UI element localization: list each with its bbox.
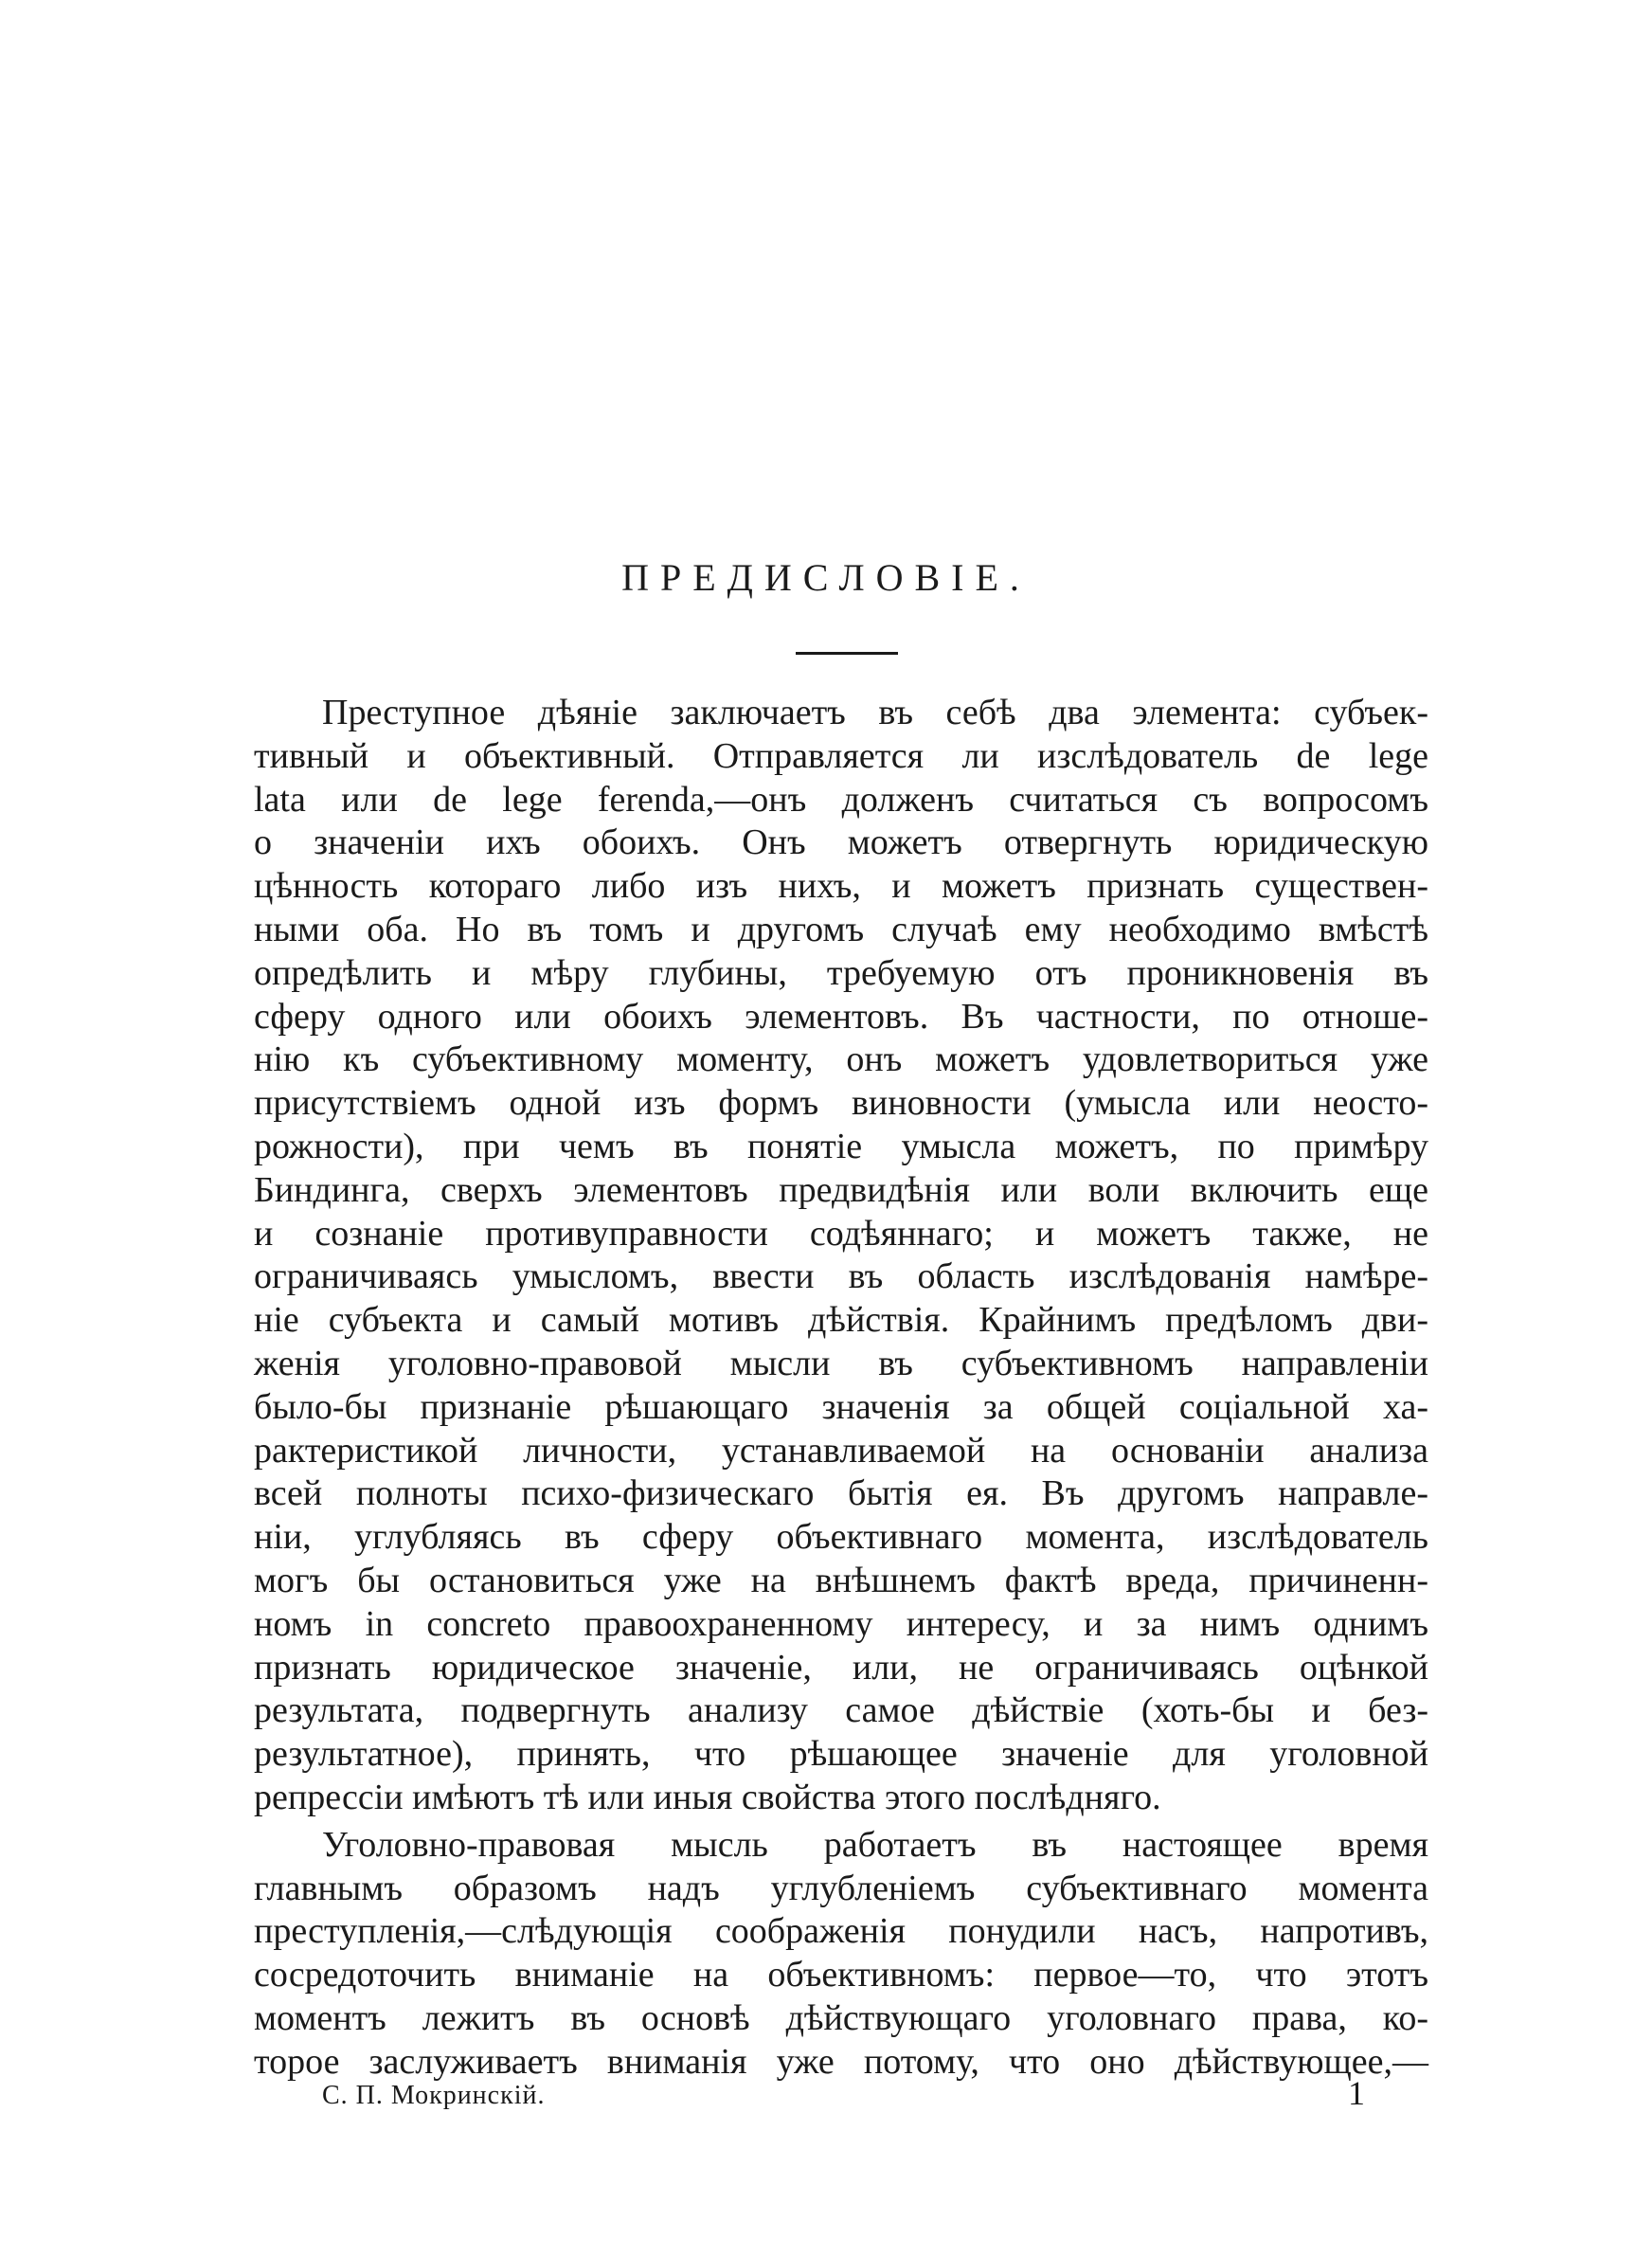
text-line: о значеніи ихъ обоихъ. Онъ можетъ отвергнуть юридическую xyxy=(254,822,1428,863)
text-line: результатное), принять, что рѣшающее значеніе для уголовной xyxy=(254,1734,1428,1775)
text-line: Преступное дѣяніе заключаетъ въ себѣ два элемента: субъек- xyxy=(322,693,1428,732)
title-divider xyxy=(796,652,898,655)
text-line: торое заслуживаетъ вниманія уже потому, что оно дѣйствующее,— xyxy=(254,2041,1428,2082)
text-line: опредѣлить и мѣру глубины, требуемую отъ проникновенія въ xyxy=(254,952,1428,993)
text-line: главнымъ образомъ надъ углубленіемъ субъективнаго момента xyxy=(254,1868,1428,1908)
text-line: нію къ субъективному моменту, онъ можетъ удовлетвориться уже xyxy=(254,1039,1428,1080)
text-line: рактеристикой личности, устанавливаемой на основаніи анализа xyxy=(254,1430,1428,1471)
text-line: Биндинга, сверхъ элементовъ предвидѣнія или воли включить еще xyxy=(254,1169,1428,1210)
text-line: присутствіемъ одной изъ формъ виновности (умысла или неосто- xyxy=(254,1083,1428,1124)
text-line: всей полноты психо-физическаго бытія ея. Въ другомъ направле- xyxy=(254,1473,1428,1514)
text-line: цѣнность котораго либо изъ нихъ, и можетъ признать существен- xyxy=(254,866,1428,907)
page-number: 1 xyxy=(1348,2074,1365,2112)
text-line: lata или de lege ferenda,—онъ долженъ считаться съ вопросомъ xyxy=(254,779,1428,820)
text-line: женія уголовно-правовой мысли въ субъективномъ направленіи xyxy=(254,1343,1428,1383)
text-line: ными оба. Но въ томъ и другомъ случаѣ ему необходимо вмѣстѣ xyxy=(254,909,1428,949)
text-line: рожности), при чемъ въ понятіе умысла можетъ, по примѣру xyxy=(254,1126,1428,1166)
text-line: ніе субъекта и самый мотивъ дѣйствія. Крайнимъ предѣломъ дви- xyxy=(254,1300,1428,1341)
text-line: сферу одного или обоихъ элементовъ. Въ частности, по отноше- xyxy=(254,996,1428,1037)
text-line: сосредоточить вниманіе на объективномъ: первое—то, что этотъ xyxy=(254,1955,1428,1995)
footer-signature: С. П. Мокринскій. xyxy=(322,2081,546,2110)
text-line: было-бы признаніе рѣшающаго значенія за общей соціальной ха- xyxy=(254,1386,1428,1427)
text-line: преступленія,—слѣдующія соображенія понудили насъ, напротивъ, xyxy=(254,1911,1428,1952)
text-line: тивный и объективный. Отправляется ли изслѣдователь de lege xyxy=(254,735,1428,776)
text-line: номъ in concreto правоохраненному интересу, и за нимъ однимъ xyxy=(254,1603,1428,1644)
body-text xyxy=(254,692,1428,2085)
text-line: ограничиваясь умысломъ, ввести въ область изслѣдованія намѣре- xyxy=(254,1256,1428,1297)
text-line: ніи, углубляясь въ сферу объективнаго момента, изслѣдователь xyxy=(254,1517,1428,1558)
text-line: результата, подвергнуть анализу самое дѣйствіе (хоть-бы и без- xyxy=(254,1690,1428,1731)
text-line: могъ бы остановиться уже на внѣшнемъ фактѣ вреда, причиненн- xyxy=(254,1560,1428,1600)
text-line: и сознаніе противуправности содѣяннаго; и можетъ также, не xyxy=(254,1213,1428,1254)
page-title: ПРЕДИСЛОВІЕ. xyxy=(621,556,1031,599)
text-line: признать юридическое значеніе, или, не ограничиваясь оцѣнкой xyxy=(254,1647,1428,1688)
text-line: Уголовно-правовая мысль работаетъ въ настоящее время xyxy=(322,1824,1428,1865)
text-line: репрессіи имѣютъ тѣ или иныя свойства этого послѣдняго. xyxy=(254,1777,1161,1817)
text-line: моментъ лежитъ въ основѣ дѣйствующаго уголовнаго права, ко- xyxy=(254,1997,1428,2038)
